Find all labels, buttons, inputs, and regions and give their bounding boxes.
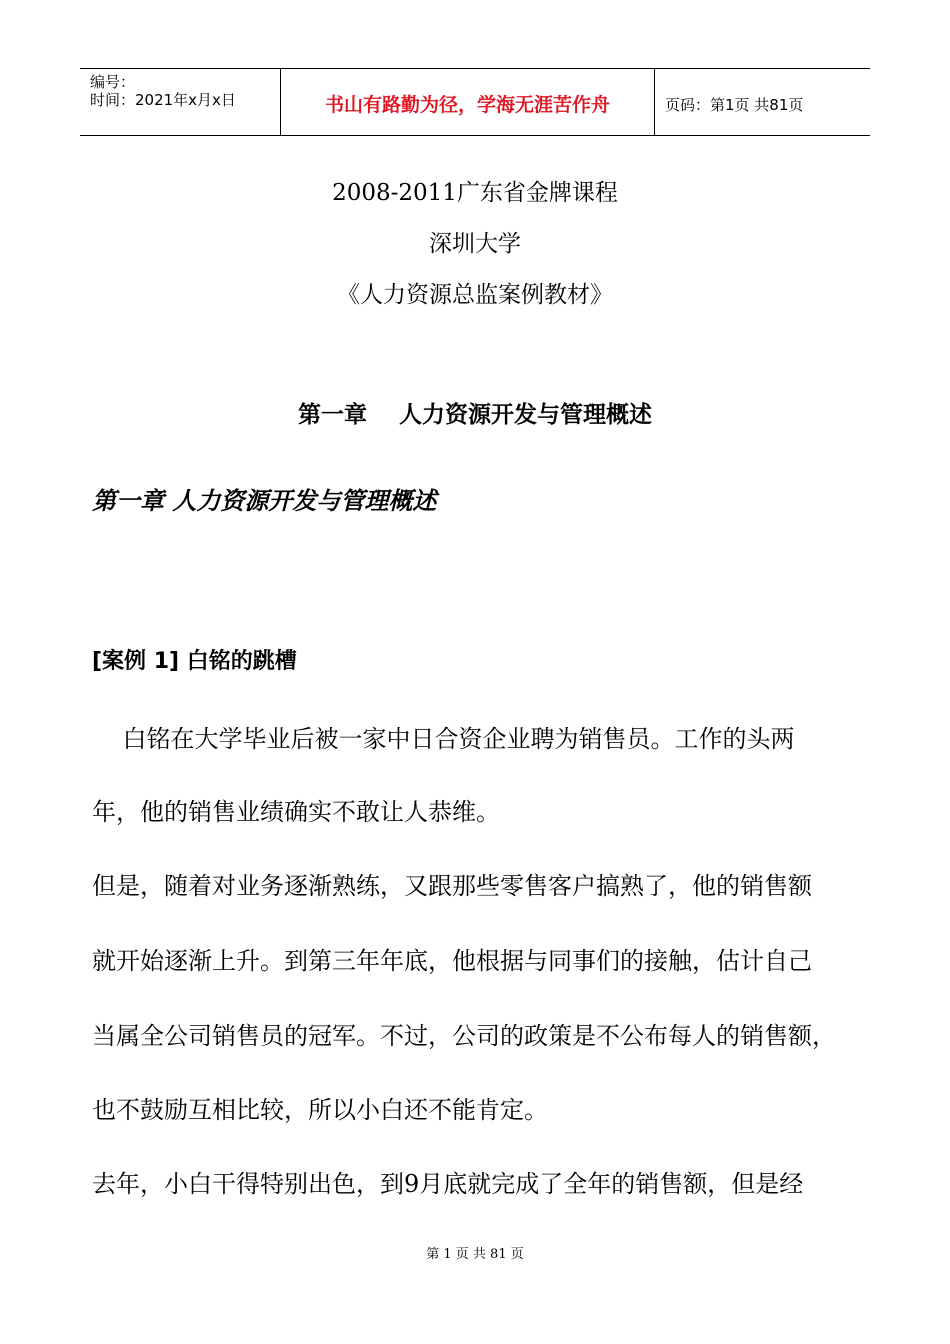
body-line-6: 也不鼓励互相比较，所以小白还不能肯定。 bbox=[92, 1096, 548, 1124]
header-motto: 书山有路勤为径，学海无涯苦作舟 bbox=[324, 94, 610, 116]
body-line-5: 当属全公司销售员的冠军。不过，公司的政策是不公布每人的销售额， bbox=[92, 1022, 836, 1050]
body-line-1: 白铭在大学毕业后被一家中日合资企业聘为销售员。工作的头两 bbox=[92, 725, 795, 753]
body-line-4: 就开始逐渐上升。到第三年年底，他根据与同事们的接触，估计自己 bbox=[92, 947, 812, 975]
textbook-title: 《人力资源总监案例教材》 bbox=[337, 282, 613, 308]
body-line-3: 但是，随着对业务逐渐熟练，又跟那些零售客户搞熟了，他的销售额 bbox=[92, 872, 812, 900]
page-footer: 第 1 页 共 81 页 bbox=[426, 1247, 524, 1262]
body-line-7: 去年，小白干得特别出色，到9月底就完成了全年的销售额，但是经 bbox=[92, 1170, 804, 1198]
case-title: [案例 1] 白铭的跳槽 bbox=[92, 649, 297, 674]
university-name: 深圳大学 bbox=[429, 231, 521, 257]
header-motto-cell bbox=[280, 69, 655, 135]
course-title: 2008-2011广东省金牌课程 bbox=[332, 180, 618, 206]
document-time-label: 时间：2021年x月x日 bbox=[90, 91, 236, 109]
chapter-heading: 第一章 人力资源开发与管理概述 bbox=[297, 401, 653, 428]
header-page-cell bbox=[655, 69, 870, 135]
chapter-heading-italic: 第一章 人力资源开发与管理概述 bbox=[92, 486, 437, 515]
page-header bbox=[80, 68, 870, 136]
document-number-label: 编号： bbox=[90, 73, 136, 91]
header-page-info: 页码：第1页 共81页 bbox=[665, 96, 804, 114]
body-line-2: 年，他的销售业绩确实不敢让人恭维。 bbox=[92, 798, 500, 826]
header-meta-cell bbox=[80, 69, 280, 135]
